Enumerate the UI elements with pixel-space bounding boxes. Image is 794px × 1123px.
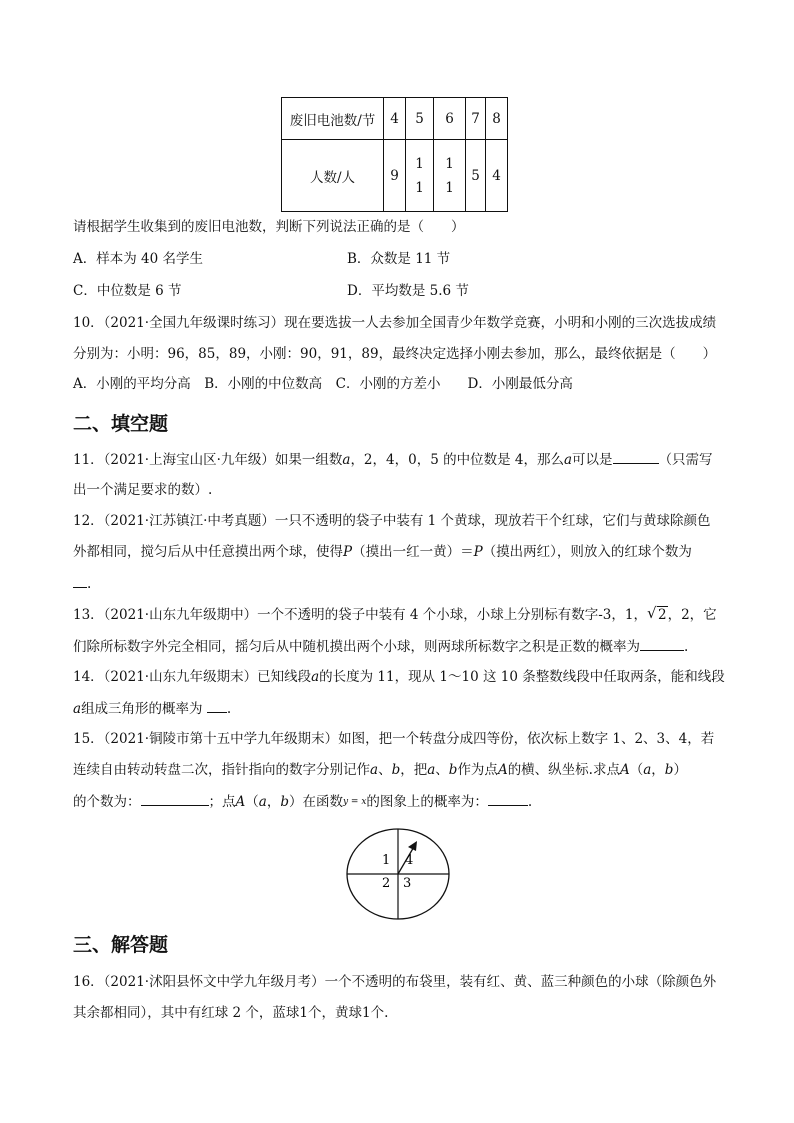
table-cell: 人数/人: [282, 140, 384, 212]
text: 连续自由转动转盘二次，指针指向的数字分别记作: [73, 762, 370, 778]
table-cell: 5: [406, 98, 434, 140]
text: .: [684, 639, 689, 655]
q9-stem: 请根据学生收集到的废旧电池数，判断下列说法正确的是（ ）: [73, 219, 465, 235]
text: ，把: [400, 762, 428, 778]
q10-line2: 分别为：小明：96，85，89，小刚：90，91，89，最终决定选择小刚去参加，那么，最终依据是（ ）: [73, 346, 717, 362]
var-p: P: [473, 544, 483, 560]
answer-blank[interactable]: [640, 636, 684, 651]
text: .: [226, 701, 232, 717]
text: （摸出一红一黄）＝: [352, 544, 474, 560]
text: 13．（2021·山东九年级期中）一个不透明的袋子中装有 4 个小球，小球上分别标有数字-3，1，: [73, 607, 647, 623]
text: （只需写: [658, 452, 713, 468]
spinner-diagram: [344, 826, 452, 922]
text: ）: [288, 794, 303, 810]
q11-line2: 出一个满足要求的数）.: [73, 482, 213, 498]
q12-line2: [73, 542, 692, 562]
text: ，2，它: [667, 607, 717, 623]
table-cell: 6: [434, 98, 466, 140]
section-heading-fill-in: 二、填空题: [73, 413, 169, 435]
cell-digit: 1: [445, 179, 454, 196]
q9-option-c: C．中位数是 6 节: [73, 283, 182, 299]
text: （: [245, 794, 259, 810]
q15-line1: 15．（2021·铜陵市第十五中学九年级期末）如图，把一个转盘分成四等份，依次标上数字 1、2、3、4，若: [73, 731, 715, 747]
function-expression: [343, 797, 366, 807]
var-b: b: [664, 762, 674, 778]
answer-blank[interactable]: [613, 449, 659, 464]
text: 的横、纵坐标.求点: [507, 762, 620, 778]
text: 14．（2021·山东九年级期末）已知线段: [73, 669, 312, 685]
table-cell: 8: [486, 98, 508, 140]
var-a: a: [342, 452, 351, 468]
battery-table: [281, 97, 508, 212]
text: 外都相同，搅匀后从中任意摸出两个球，使得: [73, 544, 343, 560]
q10-options: A．小刚的平均分高 B．小刚的中位数高 C．小刚的方差小 D．小刚最低分高: [73, 376, 573, 392]
var-b: b: [280, 794, 289, 810]
q13-line2: [73, 636, 688, 657]
radical-sign: √: [647, 604, 657, 622]
table-row: [282, 98, 508, 140]
var-point-a: A: [235, 794, 246, 810]
text: 组成三角形的概率为: [81, 701, 203, 717]
q14-line2: [73, 698, 231, 719]
var-p: P: [343, 544, 353, 560]
q15-line3: [73, 791, 532, 812]
text: 、: [378, 762, 392, 778]
table-cell: 废旧电池数/节: [282, 98, 384, 140]
answer-blank[interactable]: [488, 791, 528, 806]
table-cell: 4: [486, 140, 508, 212]
var-a: a: [73, 701, 82, 717]
text: ，: [266, 794, 281, 810]
text: 们除所标数字外完全相同，摇匀后从中随机摸出两个小球，则两球所标数字之积是正数的概率为: [73, 639, 640, 655]
text: 在函数: [302, 794, 343, 810]
sqrt-expression: [647, 605, 668, 625]
table-cell: 9: [384, 140, 406, 212]
cell-digit: 1: [415, 155, 424, 172]
text: 可以是: [572, 452, 613, 468]
var-point-a: A: [619, 762, 630, 778]
var-y: y: [342, 797, 349, 807]
var-a: a: [258, 794, 267, 810]
q13-line1: [73, 605, 717, 625]
q9-option-a: A．样本为 40 名学生: [73, 251, 204, 267]
table-cell: 5: [466, 140, 486, 212]
q15-line2: [73, 760, 687, 780]
text: 的个数为：: [73, 794, 141, 810]
text: ；点: [208, 794, 236, 810]
table-cell: [434, 140, 466, 212]
q9-option-d: D．平均数是 5.6 节: [347, 283, 469, 299]
text: 11．（2021·上海宝山区·九年级）如果一组数: [73, 452, 343, 468]
var-a: a: [563, 452, 573, 468]
radicand: 2: [658, 607, 667, 623]
text: =: [348, 797, 362, 807]
var-b: b: [448, 762, 458, 778]
var-a: a: [643, 762, 652, 778]
q10-line1: 10．（2021·全国九年级课时练习）现在要选拔一人去参加全国青少年数学竞赛，小明和小刚的三次选拔成绩: [73, 315, 717, 331]
spinner-label-3: 3: [403, 876, 412, 891]
text: 、: [435, 762, 449, 778]
table-row: [282, 140, 508, 212]
answer-blank[interactable]: [207, 698, 227, 713]
text: .: [87, 576, 92, 592]
text: ）: [673, 762, 687, 778]
spinner-label-4: 4: [405, 853, 414, 868]
cell-digit: 1: [445, 155, 454, 172]
var-a: a: [370, 762, 379, 778]
spinner-label-2: 2: [382, 876, 391, 891]
text: 作为点: [457, 762, 498, 778]
spinner-label-1: 1: [382, 853, 391, 868]
text: ，: [651, 762, 665, 778]
q16-line2: 其余都相同），其中有红球 2 个，蓝球1个，黄球1个.: [73, 1005, 389, 1021]
answer-blank[interactable]: [73, 573, 87, 588]
var-b: b: [391, 762, 401, 778]
var-a: a: [427, 762, 436, 778]
cell-digit: 1: [415, 179, 424, 196]
text: （摸出两红），则放入的红球个数为: [482, 544, 692, 560]
var-point-a: A: [497, 762, 508, 778]
text: ，2，4，0，5 的中位数是 4，那么: [350, 452, 564, 468]
table-cell: 7: [466, 98, 486, 140]
answer-blank[interactable]: [141, 791, 209, 806]
q12-line3: [73, 573, 91, 594]
text: 的长度为 11，现从 1～10 这 10 条整数线段中任取两条，能和线段: [319, 669, 725, 685]
q14-line1: [73, 667, 725, 687]
q16-line1: 16．（2021·沭阳县怀文中学九年级月考）一个不透明的布袋里，装有红、黄、蓝三种颜色的小球（除颜色外: [73, 974, 717, 990]
table-cell: [406, 140, 434, 212]
text: 的图象上的概率为：: [366, 794, 488, 810]
text: .: [527, 794, 533, 810]
var-x: x: [361, 797, 367, 807]
q12-line1: 12．（2021·江苏镇江·中考真题）一只不透明的袋子中装有 1 个黄球，现放若干个红球，它们与黄球除颜色: [73, 513, 711, 529]
section-heading-solve: 三、解答题: [73, 934, 169, 956]
var-a: a: [311, 669, 320, 685]
text: （: [629, 762, 644, 778]
q11-line1: [73, 449, 713, 470]
table-cell: 4: [384, 98, 406, 140]
q9-option-b: B．众数是 11 节: [347, 251, 451, 267]
